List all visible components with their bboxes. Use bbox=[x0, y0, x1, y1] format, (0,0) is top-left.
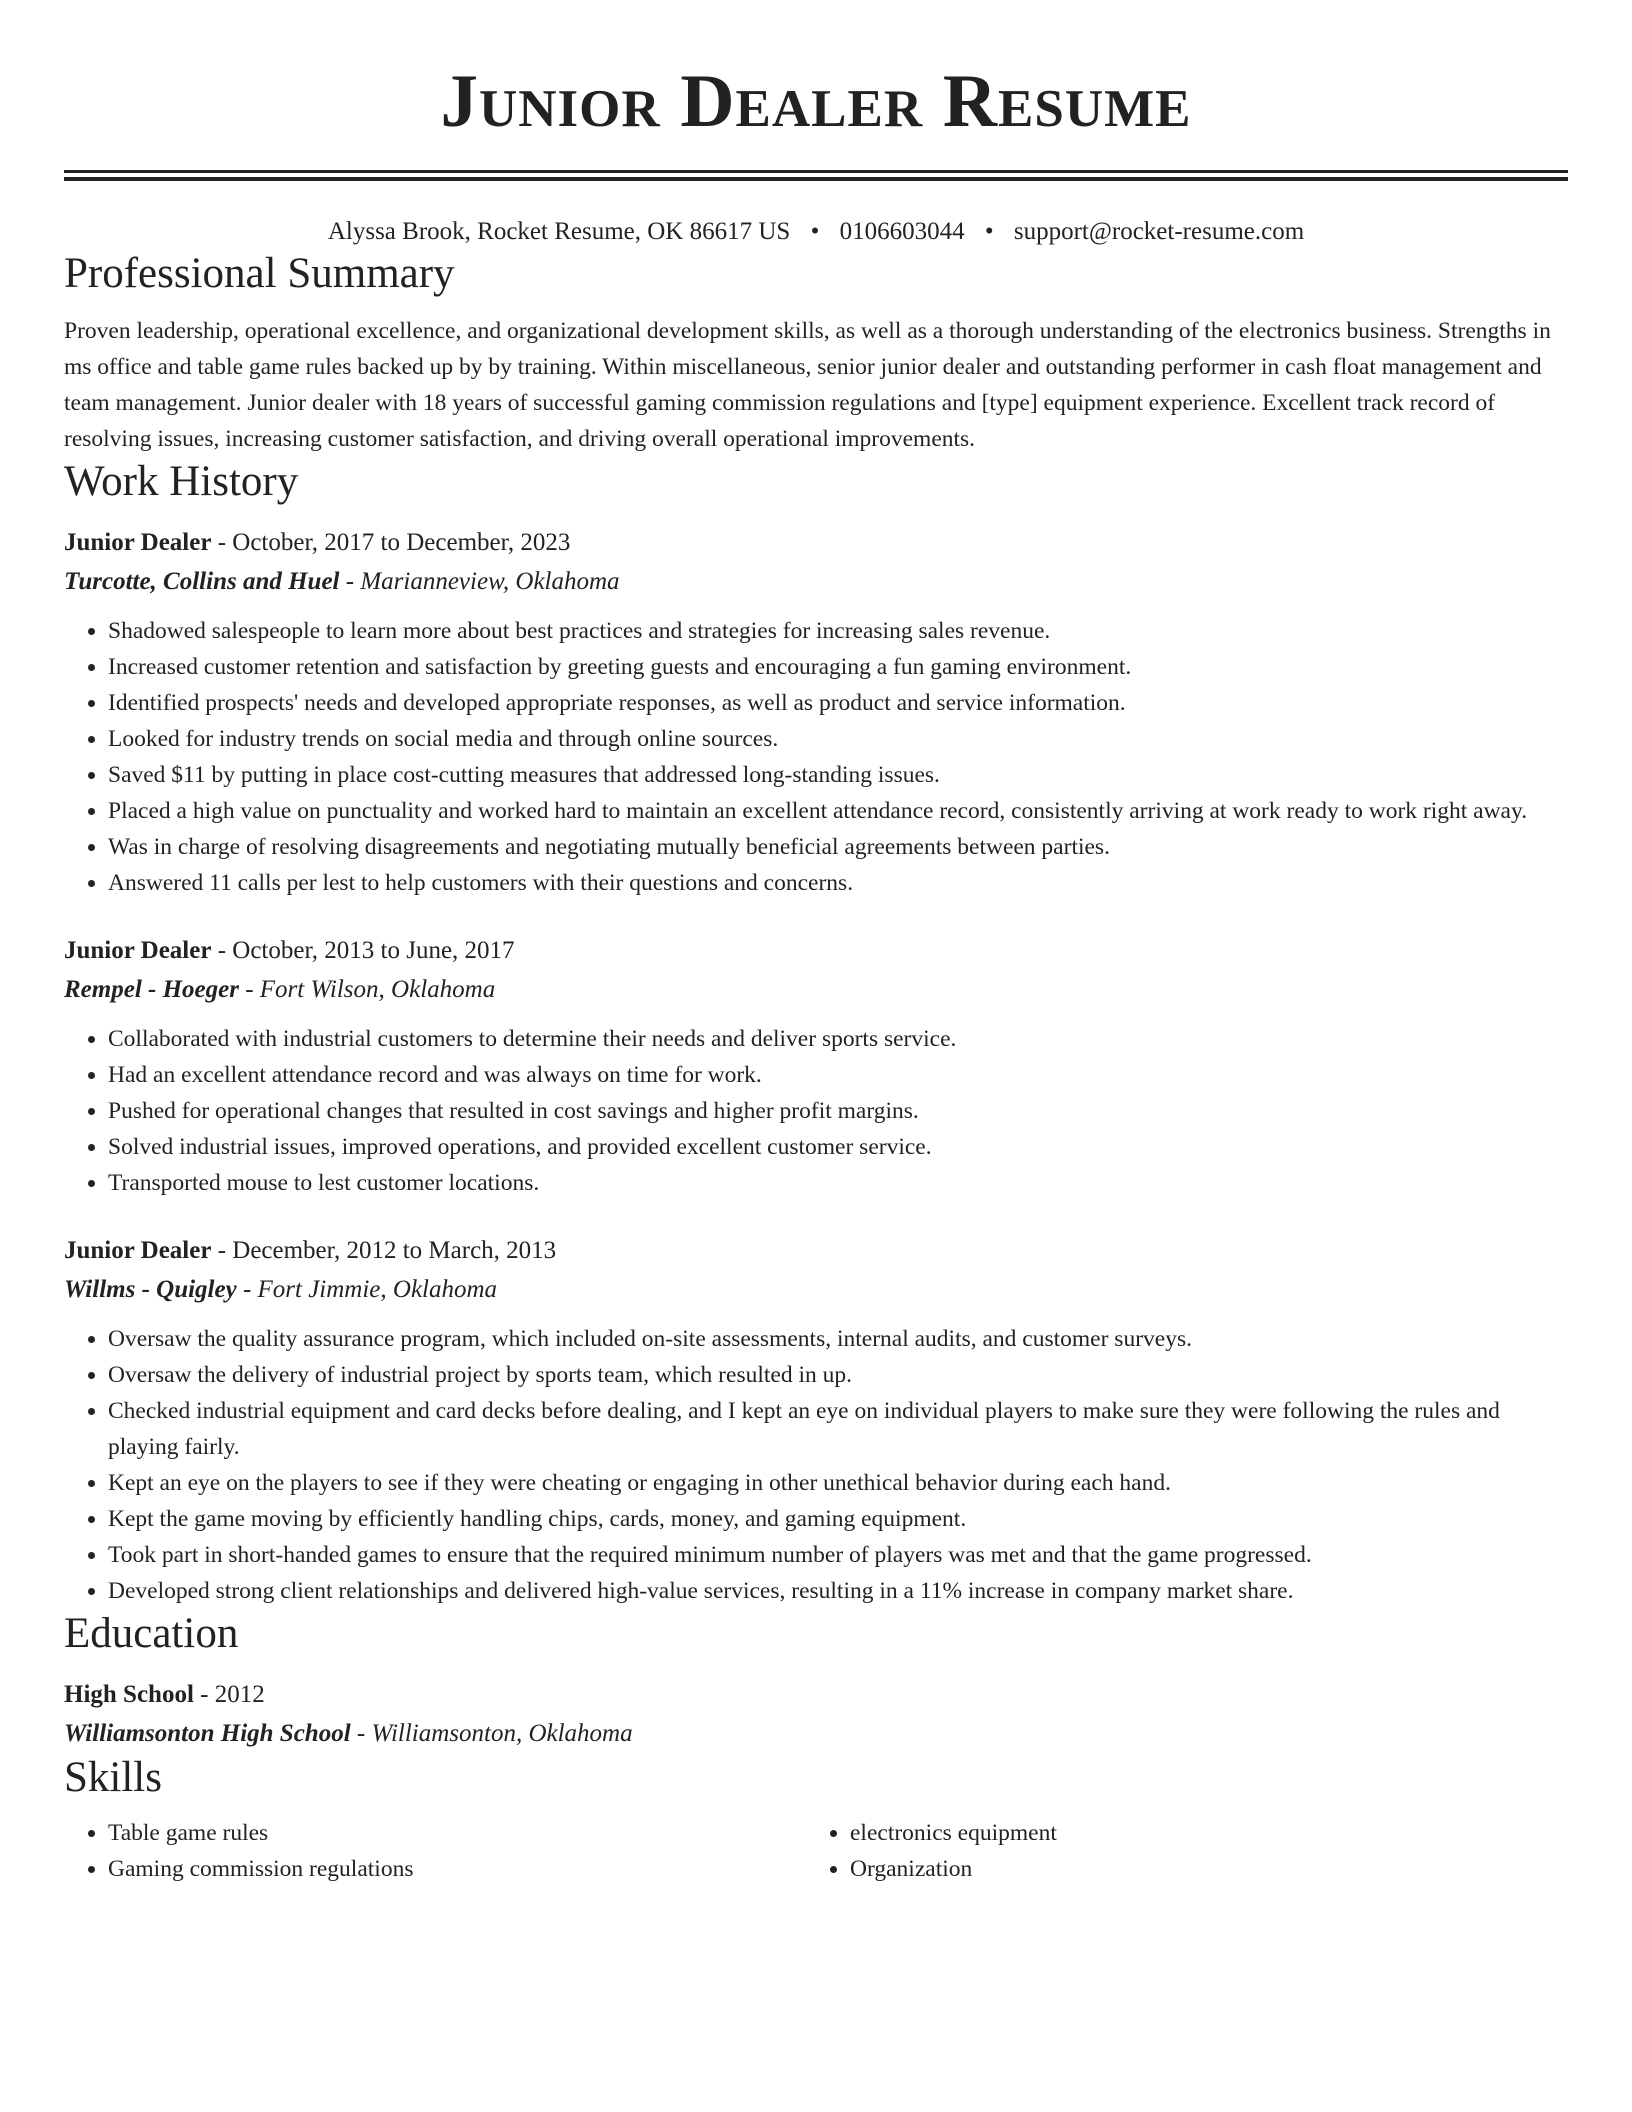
job-dates: - October, 2013 to June, 2017 bbox=[211, 937, 515, 964]
skills-column-left bbox=[64, 1815, 806, 1887]
job-bullet: • Saved $11 by putting in place cost-cutting measures that addressed long-standing issues. bbox=[108, 757, 1568, 793]
job-bullet: • Collaborated with industrial customers to determine their needs and deliver sports service. bbox=[108, 1021, 1568, 1057]
job-bullet: • Checked industrial equipment and card decks before dealing, and I kept an eye on individual players to make sure they were following the rules and playing fairly. bbox=[108, 1393, 1568, 1465]
education-location: - Williamsonton, Oklahoma bbox=[350, 1720, 633, 1747]
job-bullet: • Pushed for operational changes that resulted in cost savings and higher profit margins. bbox=[108, 1093, 1568, 1129]
contact-separator: • bbox=[810, 218, 820, 245]
job-location: - Fort Wilson, Oklahoma bbox=[238, 976, 496, 1003]
education-heading: Education bbox=[64, 1610, 239, 1657]
education-degree: High School bbox=[64, 1681, 194, 1708]
contact-phone: 0106603044 bbox=[839, 218, 965, 245]
skill-item: • Organization bbox=[850, 1851, 1548, 1887]
skill-item: • Table game rules bbox=[108, 1815, 806, 1851]
job-dates: - October, 2017 to December, 2023 bbox=[211, 529, 571, 556]
job-dates: - December, 2012 to March, 2013 bbox=[211, 1237, 557, 1264]
job-bullets bbox=[64, 1321, 1568, 1609]
job-company-line bbox=[64, 562, 1568, 601]
title-double-rule bbox=[64, 170, 1568, 181]
job-bullet: • Shadowed salespeople to learn more about best practices and strategies for increasing sales revenue. bbox=[108, 613, 1568, 649]
job-bullet: • Developed strong client relationships and delivered high-value services, resulting in a 11% increase in company market share. bbox=[108, 1573, 1568, 1609]
job-location: - Fort Jimmie, Oklahoma bbox=[236, 1276, 498, 1303]
job-bullet: • Had an excellent attendance record and was always on time for work. bbox=[108, 1057, 1568, 1093]
job-bullet: • Was in charge of resolving disagreements and negotiating mutually beneficial agreements between parties. bbox=[108, 829, 1568, 865]
job-bullet: • Transported mouse to lest customer locations. bbox=[108, 1165, 1568, 1201]
job-bullets bbox=[64, 613, 1568, 901]
education-year: - 2012 bbox=[193, 1681, 265, 1708]
job-company: Turcotte, Collins and Huel bbox=[64, 568, 340, 595]
job-bullet: • Identified prospects' needs and developed appropriate responses, as well as product and service information. bbox=[108, 685, 1568, 721]
job-title-line bbox=[64, 931, 1568, 970]
education-degree-line bbox=[64, 1675, 1568, 1714]
skill-item: • electronics equipment bbox=[850, 1815, 1548, 1851]
work-history-heading: Work History bbox=[64, 458, 299, 505]
job-bullet: • Answered 11 calls per lest to help customers with their questions and concerns. bbox=[108, 865, 1568, 901]
education-school: Williamsonton High School bbox=[64, 1720, 351, 1747]
job-company: Rempel - Hoeger bbox=[64, 976, 239, 1003]
education-entry bbox=[64, 1675, 1568, 1753]
job-title-line bbox=[64, 1231, 1568, 1270]
summary-text: Proven leadership, operational excellence, and organizational development skills, as well as a thorough understanding of the electronics business. Strengths in ms office and table game rules backed up by by training. Within miscellaneous, senior junior dealer and outstanding performer in cash float management and team management. Junior dealer with 18 years of successful gaming commission regulations and [type] equipment experience. Excellent track record of resolving issues, increasing customer satisfaction, and driving overall operational improvements. bbox=[64, 318, 1551, 452]
skill-item: • Gaming commission regulations bbox=[108, 1851, 806, 1887]
resume-title: Junior Dealer Resume bbox=[440, 60, 1192, 143]
job-entry bbox=[64, 523, 1568, 901]
contact-email: support@rocket-resume.com bbox=[1013, 218, 1305, 245]
job-bullet: • Took part in short-handed games to ensure that the required minimum number of players was met and that the game progressed. bbox=[108, 1537, 1568, 1573]
contact-address: Alyssa Brook, Rocket Resume, OK 86617 US bbox=[327, 218, 791, 245]
job-bullet: • Kept the game moving by efficiently handling chips, cards, money, and gaming equipment. bbox=[108, 1501, 1568, 1537]
job-company-line bbox=[64, 970, 1568, 1009]
education-school-line bbox=[64, 1714, 1568, 1753]
job-entry bbox=[64, 931, 1568, 1201]
job-bullet: • Increased customer retention and satisfaction by greeting guests and encouraging a fun gaming environment. bbox=[108, 649, 1568, 685]
job-bullet: • Oversaw the delivery of industrial project by sports team, which resulted in up. bbox=[108, 1357, 1568, 1393]
job-role: Junior Dealer bbox=[64, 1237, 212, 1264]
job-role: Junior Dealer bbox=[64, 529, 212, 556]
job-company-line bbox=[64, 1270, 1568, 1309]
summary-heading: Professional Summary bbox=[64, 250, 455, 297]
skills-column-right bbox=[806, 1815, 1548, 1887]
job-bullet: • Solved industrial issues, improved operations, and provided excellent customer service. bbox=[108, 1129, 1568, 1165]
skills-heading: Skills bbox=[64, 1754, 162, 1801]
job-role: Junior Dealer bbox=[64, 937, 212, 964]
job-bullet: • Oversaw the quality assurance program, which included on-site assessments, internal audits, and customer surveys. bbox=[108, 1321, 1568, 1357]
job-title-line bbox=[64, 523, 1568, 562]
job-entry bbox=[64, 1231, 1568, 1609]
job-bullets bbox=[64, 1021, 1568, 1201]
contact-line bbox=[64, 215, 1568, 249]
job-company: Willms - Quigley bbox=[64, 1276, 237, 1303]
skills-list bbox=[64, 1815, 1568, 1887]
job-bullet: • Kept an eye on the players to see if they were cheating or engaging in other unethical behavior during each hand. bbox=[108, 1465, 1568, 1501]
job-bullet: • Placed a high value on punctuality and worked hard to maintain an excellent attendance record, consistently arriving at work ready to work right away. bbox=[108, 793, 1568, 829]
contact-separator: • bbox=[984, 218, 994, 245]
job-bullet: • Looked for industry trends on social media and through online sources. bbox=[108, 721, 1568, 757]
job-location: - Marianneview, Oklahoma bbox=[339, 568, 620, 595]
